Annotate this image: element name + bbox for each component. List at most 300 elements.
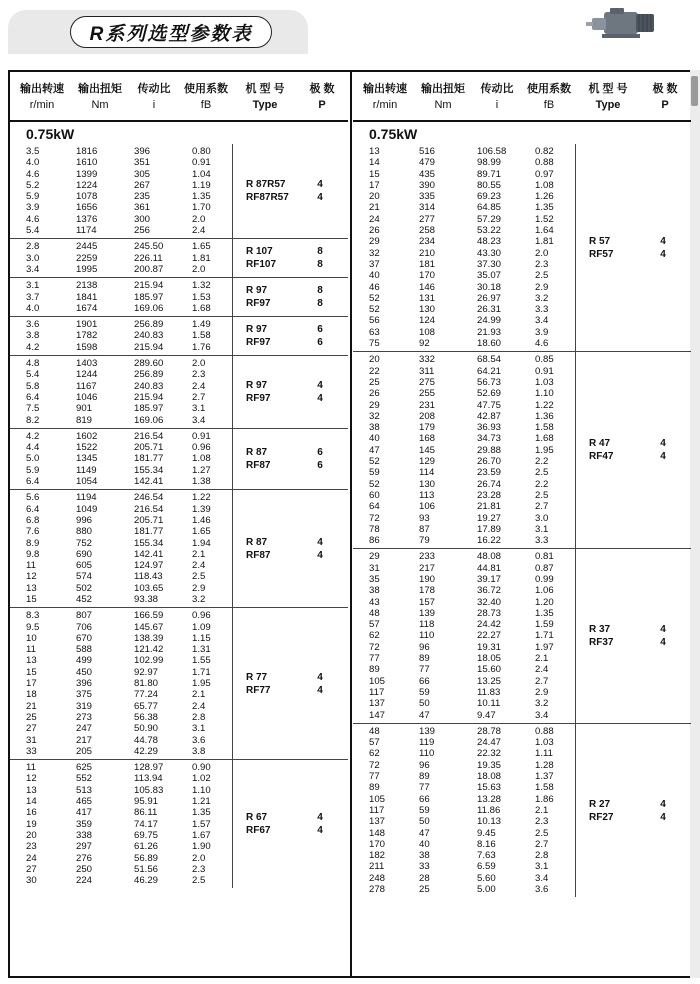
torque-cell: 40 — [419, 838, 430, 850]
speed-cell: 25 — [26, 711, 37, 723]
speed-cell: 38 — [369, 422, 380, 434]
ratio-cell: 185.97 — [134, 291, 164, 303]
torque-cell: 752 — [76, 537, 93, 549]
speed-cell: 16 — [26, 807, 37, 819]
ratio-cell: 22.32 — [477, 748, 502, 760]
torque-cell: 670 — [76, 632, 93, 644]
ratio-cell: 18.05 — [477, 653, 502, 665]
torque-cell: 66 — [419, 793, 430, 805]
table-row — [10, 492, 348, 503]
speed-cell: 60 — [369, 489, 380, 501]
model-type: R 37 — [589, 624, 611, 636]
speed-cell: 4.6 — [26, 213, 40, 225]
table-row — [353, 748, 691, 759]
torque-cell: 130 — [419, 304, 436, 316]
speed-cell: 7.5 — [26, 403, 40, 415]
table-row — [10, 369, 348, 380]
pole-count: 4 — [317, 179, 323, 191]
header-torque: 输出扭矩 Nm — [421, 83, 465, 111]
model-type: RF107 — [246, 259, 277, 271]
speed-cell: 78 — [369, 523, 380, 535]
torque-cell: 25 — [419, 884, 430, 895]
factor-cell: 1.11 — [535, 748, 553, 760]
torque-cell: 880 — [76, 526, 93, 538]
speed-cell: 27 — [26, 863, 37, 875]
factor-cell: 1.95 — [535, 444, 554, 456]
factor-cell: 1.35 — [535, 202, 554, 214]
factor-cell: 1.67 — [192, 829, 211, 841]
table-row — [10, 180, 348, 191]
ratio-cell: 32.40 — [477, 596, 502, 608]
speed-cell: 3.6 — [26, 319, 40, 331]
model-type: R 47 — [589, 438, 611, 450]
factor-cell: 2.0 — [192, 263, 206, 275]
torque-cell: 47 — [419, 709, 430, 721]
speed-cell: 5.8 — [26, 380, 40, 392]
table-row — [10, 667, 348, 678]
factor-cell: 1.21 — [192, 796, 211, 808]
table-row — [353, 157, 691, 168]
speed-cell: 77 — [369, 771, 380, 783]
factor-cell: 2.2 — [535, 456, 549, 468]
table-row — [10, 571, 348, 582]
speed-cell: 5.9 — [26, 191, 40, 203]
table-row — [353, 710, 691, 721]
factor-cell: 2.7 — [535, 675, 549, 687]
torque-cell: 87 — [419, 523, 430, 535]
factor-cell: 1.35 — [192, 191, 211, 203]
torque-cell: 1149 — [76, 464, 97, 476]
table-row — [353, 191, 691, 202]
table-row — [10, 191, 348, 202]
table-row — [10, 342, 348, 353]
factor-cell: 2.5 — [192, 571, 206, 583]
table-row — [353, 760, 691, 771]
torque-cell: 1602 — [76, 430, 98, 442]
table-row — [10, 701, 348, 712]
model-group — [10, 490, 348, 608]
speed-cell: 5.2 — [26, 179, 40, 191]
factor-cell: 1.70 — [192, 202, 211, 214]
speed-cell: 37 — [369, 258, 380, 270]
factor-cell: 1.57 — [192, 818, 211, 830]
torque-cell: 50 — [419, 816, 430, 828]
torque-cell: 124 — [419, 315, 436, 327]
pole-count: 4 — [660, 624, 666, 636]
factor-cell: 1.53 — [192, 291, 211, 303]
pole-count: 8 — [317, 246, 323, 258]
ratio-cell: 215.94 — [134, 391, 164, 403]
ratio-cell: 26.97 — [477, 292, 502, 304]
ratio-cell: 57.29 — [477, 213, 502, 225]
speed-cell: 63 — [369, 326, 380, 338]
header-type: 机 型 号 Type — [588, 83, 628, 111]
ratio-cell: 215.94 — [134, 341, 164, 353]
torque-cell: 901 — [76, 403, 93, 415]
factor-cell: 2.1 — [535, 653, 549, 665]
factor-cell: 2.4 — [192, 225, 206, 237]
speed-cell: 52 — [369, 456, 380, 468]
pole-count: 4 — [317, 536, 323, 548]
table-row — [353, 850, 691, 861]
model-type: R 97 — [246, 324, 268, 336]
ratio-cell: 118.43 — [134, 571, 163, 583]
factor-cell: 1.86 — [535, 793, 554, 805]
torque-cell: 276 — [76, 852, 93, 864]
table-row — [353, 467, 691, 478]
torque-cell: 516 — [419, 146, 436, 157]
torque-cell: 2259 — [76, 252, 98, 264]
table-row — [353, 597, 691, 608]
torque-cell: 359 — [76, 818, 93, 830]
speed-cell: 14 — [369, 157, 380, 169]
speed-cell: 13 — [369, 146, 380, 157]
table-row — [10, 655, 348, 666]
torque-cell: 114 — [419, 467, 435, 479]
model-type: RF97 — [246, 337, 271, 349]
torque-cell: 89 — [419, 771, 430, 783]
ratio-cell: 10.11 — [477, 698, 501, 710]
model-group — [10, 429, 348, 490]
factor-cell: 3.2 — [535, 698, 549, 710]
torque-cell: 110 — [419, 748, 435, 760]
speed-cell: 2.8 — [26, 241, 40, 253]
table-row — [353, 259, 691, 270]
factor-cell: 1.22 — [192, 492, 211, 504]
factor-cell: 1.81 — [535, 236, 554, 248]
table-row — [353, 202, 691, 213]
speed-cell: 137 — [369, 816, 386, 828]
table-row — [353, 524, 691, 535]
table-row — [10, 678, 348, 689]
table-row — [353, 490, 691, 501]
ratio-cell: 18.60 — [477, 338, 502, 350]
ratio-cell: 80.55 — [477, 179, 502, 191]
factor-cell: 1.10 — [535, 388, 554, 400]
torque-cell: 1399 — [76, 168, 98, 180]
factor-cell: 2.1 — [192, 689, 206, 701]
table-row — [10, 610, 348, 621]
torque-cell: 113 — [419, 489, 435, 501]
torque-cell: 92 — [419, 338, 430, 350]
speed-cell: 24 — [26, 852, 37, 864]
header-poles: 极 数 P — [652, 83, 678, 111]
table-row — [353, 794, 691, 805]
factor-cell: 0.80 — [192, 146, 211, 157]
table-row — [353, 513, 691, 524]
ratio-cell: 15.63 — [477, 782, 502, 794]
table-row — [353, 377, 691, 388]
table-row — [353, 816, 691, 827]
ratio-cell: 289.60 — [134, 358, 164, 370]
factor-cell: 1.04 — [192, 168, 211, 180]
factor-cell: 1.65 — [192, 241, 211, 253]
factor-cell: 1.68 — [535, 433, 554, 445]
pole-count: 6 — [317, 324, 323, 336]
speed-cell: 20 — [369, 354, 380, 366]
torque-cell: 465 — [76, 796, 93, 808]
factor-cell: 1.58 — [192, 330, 211, 342]
factor-cell: 1.26 — [535, 191, 554, 203]
table-row — [353, 771, 691, 782]
model-group — [10, 608, 348, 760]
torque-cell: 157 — [419, 596, 436, 608]
torque-cell: 210 — [419, 247, 436, 259]
factor-cell: 1.38 — [192, 476, 211, 488]
factor-cell: 2.9 — [192, 582, 206, 594]
speed-cell: 117 — [369, 804, 385, 816]
torque-cell: 1224 — [76, 179, 98, 191]
pole-count: 4 — [317, 379, 323, 391]
speed-cell: 14 — [26, 796, 37, 808]
speed-cell: 20 — [26, 829, 37, 841]
factor-cell: 2.1 — [535, 804, 549, 816]
torque-cell: 181 — [419, 258, 436, 270]
table-row — [353, 236, 691, 247]
torque-cell: 108 — [419, 326, 436, 338]
torque-cell: 1194 — [76, 492, 97, 504]
factor-cell: 2.0 — [192, 852, 206, 864]
speed-cell: 35 — [369, 573, 380, 585]
torque-cell: 258 — [419, 225, 436, 237]
speed-cell: 137 — [369, 698, 386, 710]
torque-cell: 1174 — [76, 225, 97, 237]
speed-cell: 59 — [369, 467, 380, 479]
factor-cell: 1.32 — [192, 280, 211, 292]
table-row — [10, 735, 348, 746]
speed-cell: 26 — [369, 225, 380, 237]
torque-cell: 250 — [76, 863, 93, 875]
torque-cell: 33 — [419, 861, 430, 873]
table-row — [10, 146, 348, 157]
ratio-cell: 68.54 — [477, 354, 502, 366]
torque-cell: 1376 — [76, 213, 98, 225]
speed-cell: 72 — [369, 641, 380, 653]
torque-cell: 450 — [76, 666, 93, 678]
scrollbar-thumb[interactable] — [691, 76, 698, 106]
model-group — [10, 239, 348, 278]
speed-cell: 4.8 — [26, 358, 40, 370]
ratio-cell: 181.77 — [134, 526, 164, 538]
speed-cell: 248 — [369, 872, 386, 884]
ratio-cell: 52.69 — [477, 388, 502, 400]
ratio-cell: 21.93 — [477, 326, 502, 338]
torque-cell: 168 — [419, 433, 436, 445]
factor-cell: 1.97 — [535, 641, 554, 653]
speed-cell: 75 — [369, 338, 380, 350]
torque-cell: 129 — [419, 456, 436, 468]
torque-cell: 1522 — [76, 442, 98, 454]
torque-cell: 255 — [419, 388, 436, 400]
factor-cell: 1.64 — [535, 225, 554, 237]
ratio-cell: 245.50 — [134, 241, 164, 253]
ratio-cell: 9.47 — [477, 709, 496, 721]
torque-cell: 375 — [76, 689, 93, 701]
model-type: R 97 — [246, 285, 268, 297]
factor-cell: 1.35 — [535, 607, 554, 619]
model-group — [10, 317, 348, 356]
ratio-cell: 37.30 — [477, 258, 502, 270]
torque-cell: 217 — [419, 562, 436, 574]
table-row — [353, 270, 691, 281]
table-row — [353, 411, 691, 422]
torque-cell: 233 — [419, 551, 436, 563]
pole-count: 4 — [317, 549, 323, 561]
pole-count: 4 — [660, 637, 666, 649]
ratio-cell: 106.58 — [477, 146, 507, 157]
table-row — [10, 157, 348, 168]
speed-cell: 6.4 — [26, 476, 40, 488]
table-row — [10, 875, 348, 886]
factor-cell: 2.9 — [535, 281, 549, 293]
factor-cell: 3.3 — [535, 304, 549, 316]
ratio-cell: 102.99 — [134, 655, 164, 667]
factor-cell: 1.71 — [192, 666, 211, 678]
factor-cell: 2.5 — [535, 270, 549, 282]
factor-cell: 1.39 — [192, 503, 211, 515]
speed-cell: 11 — [26, 762, 36, 774]
factor-cell: 1.09 — [192, 621, 211, 633]
speed-cell: 56 — [369, 315, 380, 327]
torque-cell: 79 — [419, 535, 430, 547]
model-type: RF97 — [246, 392, 271, 404]
speed-cell: 182 — [369, 850, 386, 862]
table-row — [10, 465, 348, 476]
speed-cell: 13 — [26, 582, 37, 594]
torque-cell: 706 — [76, 621, 93, 633]
scrollbar[interactable] — [690, 70, 700, 978]
speed-cell: 29 — [369, 551, 380, 563]
torque-cell: 59 — [419, 686, 430, 698]
torque-cell: 819 — [76, 414, 93, 426]
factor-cell: 1.03 — [535, 737, 554, 749]
model-type: R 27 — [589, 798, 611, 810]
ratio-cell: 56.89 — [134, 852, 159, 864]
ratio-cell: 300 — [134, 213, 151, 225]
factor-cell: 1.08 — [535, 179, 554, 191]
table-row — [10, 830, 348, 841]
speed-cell: 89 — [369, 782, 380, 794]
table-row — [353, 293, 691, 304]
torque-cell: 131 — [419, 292, 436, 304]
torque-cell: 335 — [419, 191, 436, 203]
ratio-cell: 267 — [134, 179, 151, 191]
table-row — [353, 225, 691, 236]
ratio-cell: 24.47 — [477, 737, 502, 749]
ratio-cell: 22.27 — [477, 630, 502, 642]
speed-cell: 7.6 — [26, 526, 40, 538]
torque-cell: 2138 — [76, 280, 98, 292]
torque-cell: 231 — [419, 399, 436, 411]
model-type: RF87 — [246, 549, 271, 561]
speed-cell: 19 — [26, 818, 37, 830]
factor-cell: 2.3 — [535, 816, 549, 828]
factor-cell: 3.0 — [535, 512, 549, 524]
factor-cell: 0.96 — [192, 442, 211, 454]
table-row — [10, 225, 348, 236]
table-row — [10, 526, 348, 537]
model-type: R 87 — [246, 536, 268, 548]
ratio-cell: 200.87 — [134, 263, 164, 275]
table-row — [10, 330, 348, 341]
ratio-cell: 61.26 — [134, 841, 159, 853]
table-row — [353, 338, 691, 349]
ratio-cell: 181.77 — [134, 453, 164, 465]
header-factor: 使用系数 fB — [184, 83, 228, 111]
table-row — [353, 585, 691, 596]
factor-cell: 2.0 — [192, 213, 206, 225]
table-row — [10, 241, 348, 252]
speed-cell: 105 — [369, 675, 386, 687]
factor-cell: 2.3 — [192, 369, 206, 381]
table-row — [10, 583, 348, 594]
speed-cell: 57 — [369, 737, 380, 749]
speed-cell: 3.5 — [26, 146, 40, 157]
torque-cell: 499 — [76, 655, 93, 667]
pole-count: 4 — [660, 798, 666, 810]
factor-cell: 1.49 — [192, 319, 211, 331]
pole-count: 4 — [317, 192, 323, 204]
speed-cell: 211 — [369, 861, 385, 873]
speed-cell: 86 — [369, 535, 380, 547]
pole-count: 6 — [317, 447, 323, 459]
ratio-cell: 26.31 — [477, 304, 502, 316]
speed-cell: 148 — [369, 827, 386, 839]
table-row — [353, 282, 691, 293]
ratio-cell: 21.81 — [477, 501, 502, 513]
factor-cell: 1.02 — [192, 773, 211, 785]
factor-cell: 0.90 — [192, 762, 211, 774]
torque-cell: 1995 — [76, 263, 98, 275]
ratio-cell: 74.17 — [134, 818, 159, 830]
table-row — [10, 785, 348, 796]
table-row — [10, 504, 348, 515]
factor-cell: 2.3 — [192, 863, 206, 875]
table-row — [10, 549, 348, 560]
speed-cell: 17 — [369, 179, 380, 191]
ratio-cell: 98.99 — [477, 157, 502, 169]
torque-cell: 50 — [419, 698, 430, 710]
power-label: 0.75kW — [369, 126, 418, 142]
table-row — [10, 292, 348, 303]
torque-cell: 338 — [76, 829, 93, 841]
torque-cell: 77 — [419, 782, 430, 794]
ratio-cell: 256.89 — [134, 319, 164, 331]
torque-cell: 28 — [419, 872, 430, 884]
model-type: RF67 — [246, 825, 271, 837]
torque-cell: 1078 — [76, 191, 98, 203]
speed-cell: 57 — [369, 619, 380, 631]
table-row — [353, 839, 691, 850]
table-row — [353, 619, 691, 630]
ratio-cell: 51.56 — [134, 863, 159, 875]
ratio-cell: 53.22 — [477, 225, 502, 237]
speed-cell: 20 — [369, 191, 380, 203]
speed-cell: 170 — [369, 838, 386, 850]
pole-count: 4 — [317, 825, 323, 837]
torque-cell: 452 — [76, 593, 93, 605]
table-row — [353, 737, 691, 748]
speed-cell: 52 — [369, 304, 380, 316]
torque-cell: 1244 — [76, 369, 98, 381]
factor-cell: 1.59 — [535, 619, 554, 631]
speed-cell: 21 — [369, 202, 380, 214]
ratio-cell: 185.97 — [134, 403, 164, 415]
speed-cell: 30 — [26, 875, 37, 887]
factor-cell: 4.6 — [535, 338, 549, 350]
speed-cell: 52 — [369, 478, 380, 490]
table-row — [353, 146, 691, 157]
